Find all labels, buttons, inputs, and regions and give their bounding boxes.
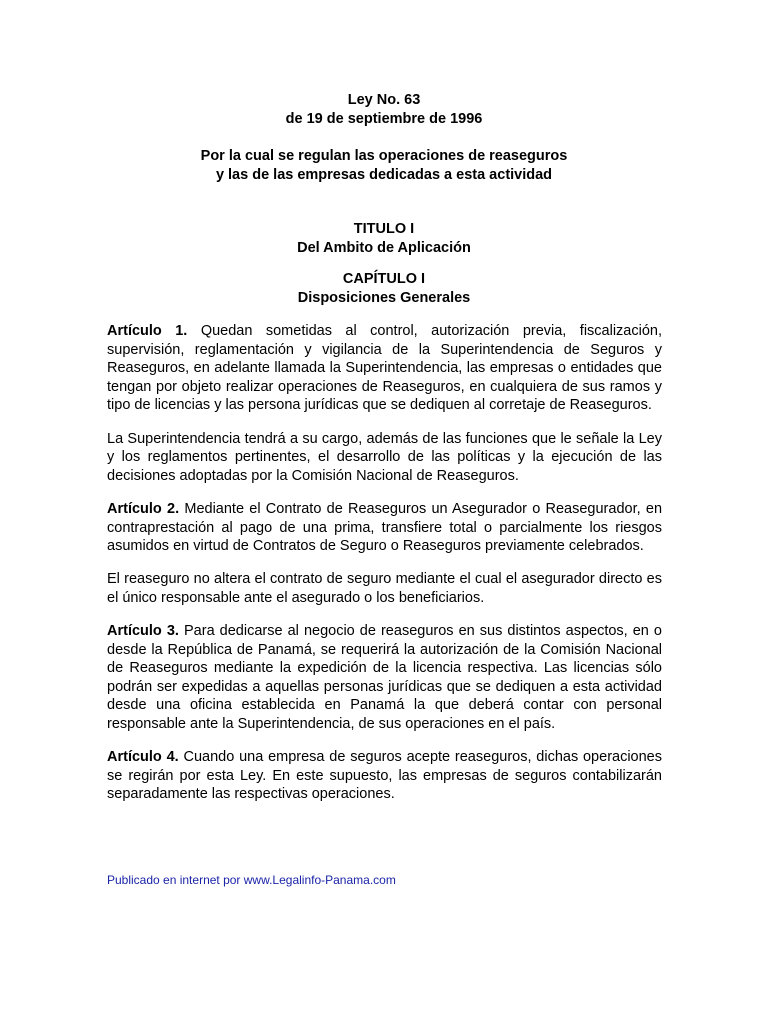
article-paragraph [107, 500, 662, 556]
law-heading [0, 91, 768, 129]
article-paragraph [107, 322, 662, 415]
title-name: Del Ambito de Aplicación [297, 240, 471, 256]
article-text: Mediante el Contrato de Reaseguros un Asegurador o Reasegurador, en contraprestación al pago de una prima, transfiere total o parcialmente los riesgos asumidos en virtud de Contratos de Seguro o Reaseguros previamente celebrados. [107, 500, 663, 555]
article-paragraph [107, 748, 662, 804]
article-text: Quedan sometidas al control, autorización previa, fiscalización, supervisión, reglamentación y vigilancia de la Superintendencia de Seguros y Reaseguros, en adelante llamada la Superintendencia, las empresas o entidades que tengan por objeto realizar operaciones de Reaseguros, en cualquiera de sus ramos y tipo de licencias y las persona jurídicas que se dediquen al corretaje de Reaseguros. [107, 323, 663, 414]
article-paragraph [107, 430, 662, 486]
article-label: Artículo 3. [107, 623, 179, 640]
title-heading [0, 220, 768, 258]
footer-publication-note: Publicado en internet por www.Legalinfo-Panama.com [107, 873, 396, 887]
article-label: Artículo 1. [107, 323, 188, 339]
article-paragraph [107, 622, 662, 734]
law-number: Ley No. 63 [347, 92, 421, 108]
article-text: El reaseguro no altera el contrato de seguro mediante el cual el asegurador directo es el único responsable ante el asegurado o los beneficiarios. [107, 571, 662, 606]
article-text: Cuando una empresa de seguros acepte reaseguros, dichas operaciones se regirán por esta Ley. En este supuesto, las empresas de seguros contabilizarán separadamente las respectivas operaciones. [107, 749, 662, 803]
article-text: Para dedicarse al negocio de reaseguros en sus distintos aspectos, en o desde la República de Panamá, se requerirá la autorización de la Comisión Nacional de Reaseguros mediante la expedición de la licencia respectiva. Las licencias sólo podrán ser expedidas a aquellas personas jurídicas que se dediquen a esta actividad desde una oficina establecida en Panamá la que deberá contar con personal responsable ante la Superintendencia, de sus operaciones en el país. [107, 623, 662, 733]
law-subject-line-1: Por la cual se regulan las operaciones de reaseguros [200, 148, 568, 164]
title-label: TITULO I [353, 221, 415, 237]
law-date: de 19 de septiembre de 1996 [285, 111, 483, 127]
chapter-name: Disposiciones Generales [297, 290, 471, 306]
article-text: La Superintendencia tendrá a su cargo, además de las funciones que le señale la Ley y los reglamentos pertinentes, el desarrollo de las políticas y la ejecución de las decisiones adoptadas por la Comisión Nacional de Reaseguros. [107, 430, 662, 484]
document-body [107, 322, 662, 819]
law-subject [0, 147, 768, 185]
article-paragraph [107, 570, 662, 607]
article-label: Artículo 2. [107, 500, 180, 517]
chapter-heading [0, 270, 768, 308]
law-subject-line-2: y las de las empresas dedicadas a esta actividad [215, 167, 553, 183]
chapter-label: CAPÍTULO I [342, 271, 426, 287]
article-label: Artículo 4. [107, 749, 179, 766]
